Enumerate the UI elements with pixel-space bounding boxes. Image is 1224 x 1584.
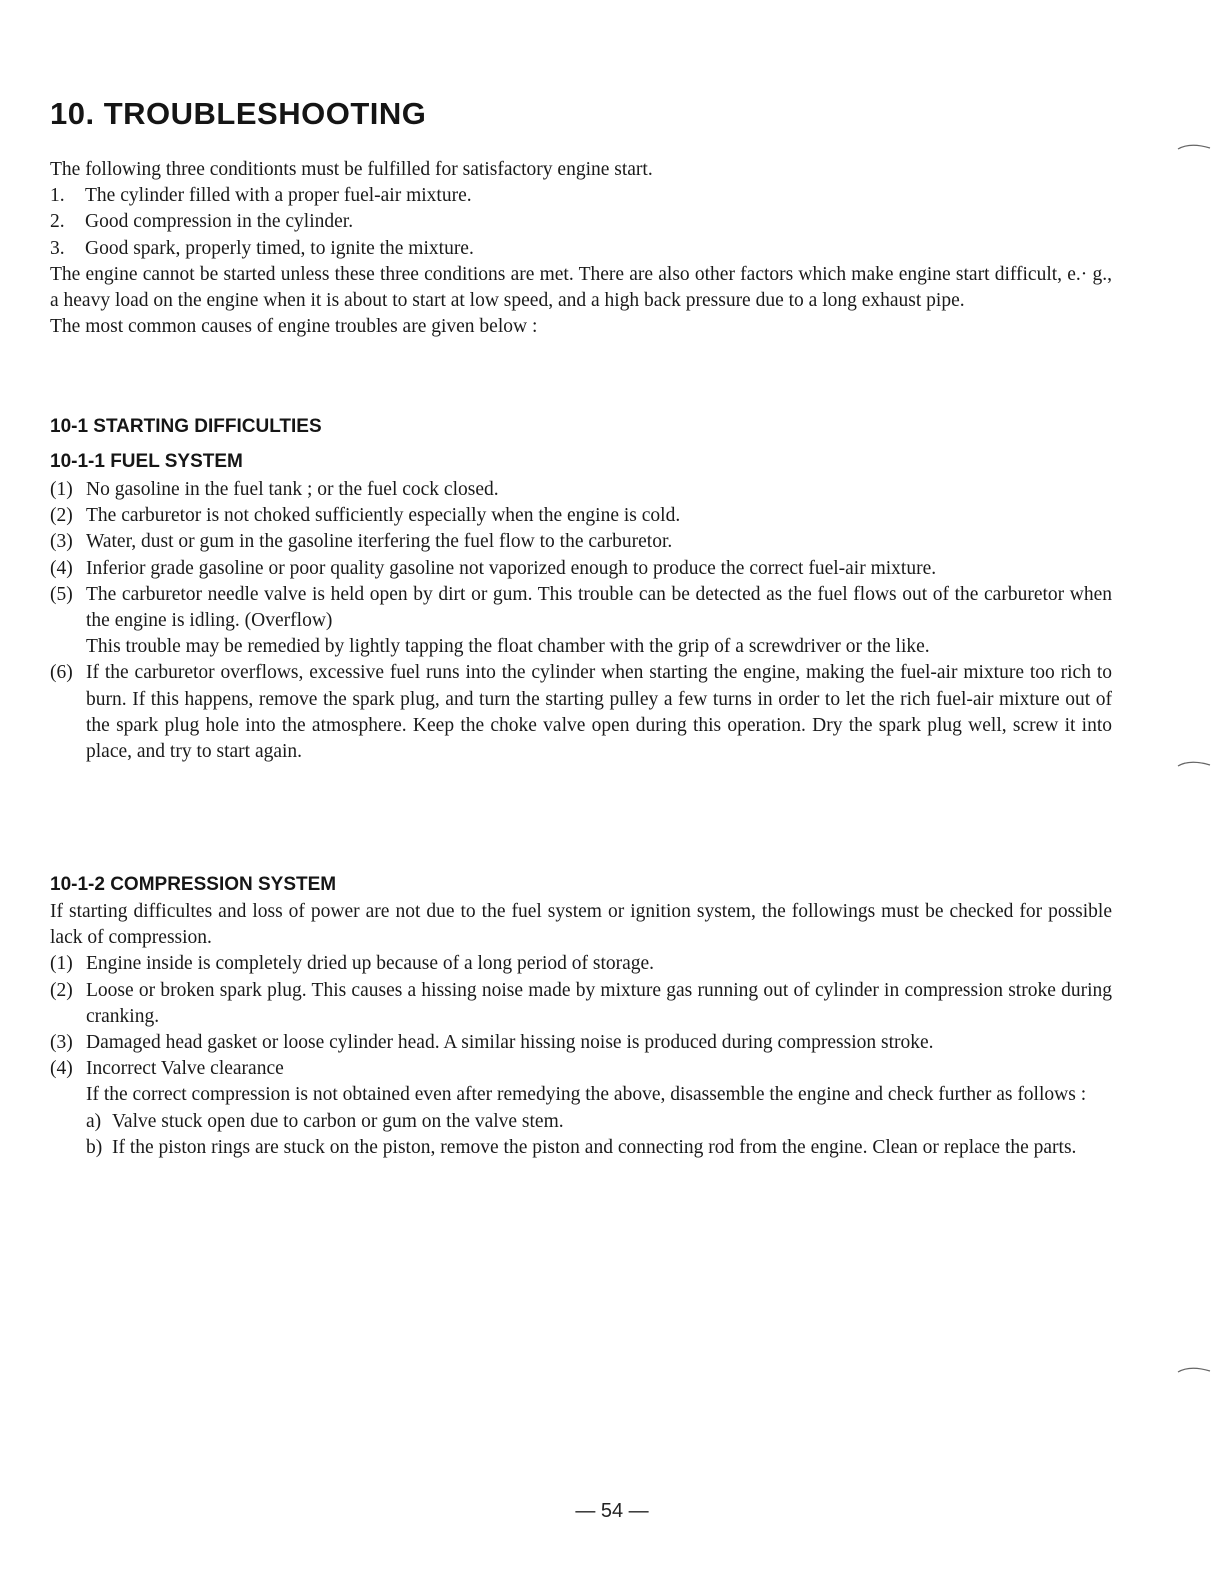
item-text: Water, dust or gum in the gasoline iterfering the fuel flow to the carburetor. [86, 531, 673, 553]
intro-lead: The following three conditionts must be fulfilled for satisfactory engine start. [50, 159, 653, 180]
fuel-system-heading: 10-1-1 FUEL SYSTEM [50, 451, 243, 472]
intro-paragraph: The engine cannot be started unless these three conditions are met. There are also other factors which make engine start difficult, e.· g., a heavy load on the engine when it is about to start at low speed, and a high back pressure due to a long exhaust pipe. [50, 263, 1112, 312]
list-item [50, 1030, 1112, 1056]
item-number: (6) [50, 662, 73, 684]
item-text: Loose or broken spark plug. This causes a hissing noise made by mixture gas running out of cylinder in compression stroke during cranking. [86, 979, 1112, 1027]
intro-closing: The most common causes of engine troubles are given below : [50, 316, 538, 338]
list-item [50, 556, 1112, 582]
item-text: If the carburetor overflows, excessive fuel runs into the cylinder when starting the engine, making the fuel-air mixture too rich to burn. If this happens, remove the spark plug, and turn the starting pulley a few turns in order to let the rich fuel-air mixture out of the spark plug hole into the atmosphere. Keep the choke valve open during this operation. Dry the spark plug well, screw it into place, and try to start again. [86, 662, 1112, 763]
fuel-system-list [50, 477, 1112, 765]
sub-item-text: Valve stuck open due to carbon or gum on the valve stem. [112, 1110, 564, 1132]
item-number: (3) [50, 1032, 73, 1054]
sub-item-label: b) [86, 1136, 103, 1158]
item-number: (4) [50, 1058, 73, 1080]
list-item [50, 529, 1112, 555]
binding-hole-mark [1176, 1363, 1212, 1377]
sub-item-label: a) [86, 1110, 102, 1132]
item-note: If the correct compression is not obtained even after remedying the above, disassemble the engine and check further as follows : [86, 1084, 1087, 1106]
item-text: Incorrect Valve clearance [86, 1058, 284, 1080]
sub-item [50, 1135, 1112, 1161]
list-item [50, 477, 1112, 503]
condition-item [50, 183, 1112, 209]
item-number: (1) [50, 479, 73, 500]
condition-number: 3. [50, 237, 65, 259]
intro-block [50, 157, 1112, 340]
condition-item [50, 236, 1112, 262]
page-number: — 54 — [575, 1500, 649, 1522]
list-item [50, 660, 1112, 765]
item-number: (2) [50, 979, 73, 1001]
list-item [50, 978, 1112, 1030]
item-text: No gasoline in the fuel tank ; or the fuel cock closed. [86, 479, 499, 500]
item-number: (4) [50, 557, 73, 579]
list-item [50, 1056, 1112, 1082]
list-item [50, 582, 1112, 634]
list-item [50, 951, 1112, 977]
condition-text: Good spark, properly timed, to ignite the mixture. [85, 237, 474, 259]
item-text: Inferior grade gasoline or poor quality gasoline not vaporized enough to produce the correct fuel-air mixture. [86, 557, 937, 579]
condition-item [50, 209, 1112, 235]
sub-item-text: If the piston rings are stuck on the piston, remove the piston and connecting rod from the engine. Clean or replace the parts. [112, 1136, 1077, 1158]
item-number: (1) [50, 953, 73, 975]
item-number: (2) [50, 505, 73, 527]
binding-hole-mark [1176, 140, 1212, 154]
compression-system-heading: 10-1-2 COMPRESSION SYSTEM [50, 874, 337, 895]
page-title: 10. TROUBLESHOOTING [50, 96, 427, 131]
item-text: The carburetor is not choked sufficiently especially when the engine is cold. [86, 505, 681, 527]
item-number: (3) [50, 531, 73, 553]
compression-system-list [50, 899, 1112, 1161]
item-note: This trouble may be remedied by lightly tapping the float chamber with the grip of a screwdriver or the like. [86, 636, 930, 658]
item-text: The carburetor needle valve is held open by dirt or gum. This trouble can be detected as the fuel flows out of the carburetor when the engine is idling. (Overflow) [86, 583, 1112, 632]
condition-number: 1. [50, 185, 65, 207]
condition-text: Good compression in the cylinder. [85, 211, 354, 233]
item-text: Damaged head gasket or loose cylinder head. A similar hissing noise is produced during compression stroke. [86, 1032, 934, 1054]
binding-hole-mark [1176, 757, 1212, 771]
list-item [50, 503, 1112, 529]
condition-text: The cylinder filled with a proper fuel-air mixture. [85, 185, 472, 207]
section-heading: 10-1 STARTING DIFFICULTIES [50, 416, 322, 437]
condition-number: 2. [50, 211, 65, 233]
item-text: Engine inside is completely dried up because of a long period of storage. [86, 953, 655, 975]
compression-intro: If starting difficultes and loss of power are not due to the fuel system or ignition system, the followings must be checked for possible lack of compression. [50, 901, 1112, 949]
item-number: (5) [50, 583, 73, 605]
sub-item [50, 1109, 1112, 1135]
